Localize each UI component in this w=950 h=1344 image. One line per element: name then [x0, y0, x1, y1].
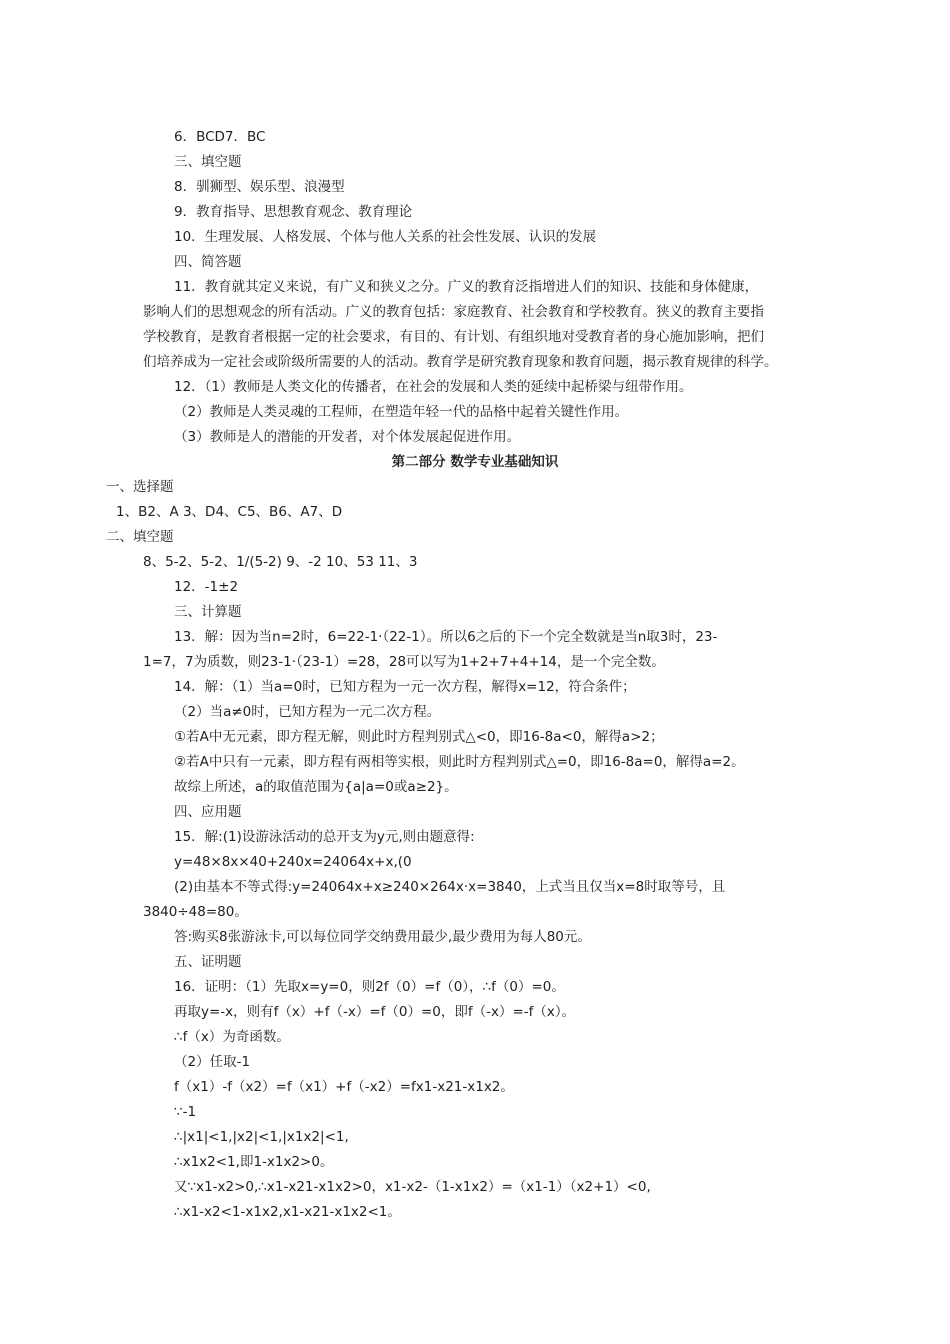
section-heading-fill-blank-2: 二、填空题 — [106, 529, 174, 545]
answer-13-line-2: 1=7，7为质数，则23-1·（23-1）=28，28可以写为1+2+7+4+14，是一个完全数。 — [143, 654, 665, 670]
section-heading-short-answer: 四、简答题 — [174, 254, 242, 270]
answer-16-line-3: ∴f（x）为奇函数。 — [174, 1029, 290, 1045]
answer-14-line-4: ②若A中只有一元素，即方程有两相等实根，则此时方程判别式△=0，即16-8a=0，解得a=2。 — [174, 754, 745, 770]
answer-11-line-3: 学校教育，是教育者根据一定的社会要求，有目的、有计划、有组织地对受教育者的身心施加影响，把们 — [143, 329, 764, 345]
answer-6-7: 6．BCD7．BC — [174, 129, 266, 145]
answer-15-line-1: 15．解:(1)设游泳活动的总开支为y元,则由题意得: — [174, 829, 475, 845]
answer-12-part-1: 12．（1）教师是人类文化的传播者，在社会的发展和人类的延续中起桥梁与纽带作用。 — [174, 379, 693, 395]
answer-16-line-5: f（x1）-f（x2）=f（x1）+f（-x2）=fx1-x21-x1x2。 — [174, 1079, 514, 1095]
answer-16-line-2: 再取y=-x，则有f（x）+f（-x）=f（0）=0，即f（-x）=-f（x）。 — [174, 1004, 576, 1020]
answer-11-line-4: 们培养成为一定社会或阶级所需要的人的活动。教育学是研究教育现象和教育问题，揭示教育规律的科学。 — [143, 354, 778, 370]
answer-16-line-10: ∴x1-x2<1-x1x2,x1-x21-x1x2<1。 — [174, 1204, 401, 1220]
answer-14-line-3: ①若A中无元素，即方程无解，则此时方程判别式△<0，即16-8a<0，解得a>2； — [174, 729, 664, 745]
part-two-title: 第二部分 数学专业基础知识 — [391, 454, 559, 470]
answer-11-line-1: 11．教育就其定义来说，有广义和狭义之分。广义的教育泛指增进人们的知识、技能和身体健康， — [174, 279, 759, 295]
answers-8-11: 8、5-2、5-2、1/(5-2) 9、-2 10、53 11、3 — [143, 554, 418, 570]
answer-16-line-7: ∴|x1|<1,|x2|<1,|x1x2|<1, — [174, 1129, 349, 1145]
answer-9: 9．教育指导、思想教育观念、教育理论 — [174, 204, 413, 220]
answer-12-math: 12．-1±2 — [174, 579, 239, 595]
answer-15-line-2: y=48×8x×40+240x=24064x+x,(0 — [174, 854, 412, 870]
answers-1-7: 1、B2、A 3、D4、C5、B6、A7、D — [116, 504, 343, 520]
answer-14-line-1: 14．解：（1）当a=0时，已知方程为一元一次方程，解得x=12，符合条件； — [174, 679, 636, 695]
answer-15-line-4: 3840÷48=80。 — [143, 904, 248, 920]
answer-14-conclusion: 故综上所述，a的取值范围为{a|a=0或a≥2}。 — [174, 779, 458, 795]
answer-8: 8．驯狮型、娱乐型、浪漫型 — [174, 179, 345, 195]
section-heading-fill-blank: 三、填空题 — [174, 154, 242, 170]
answer-16-line-4: （2）任取-1 — [174, 1054, 251, 1070]
answer-16-line-9: 又∵x1-x2>0,∴x1-x21-x1x2>0，x1-x2-（1-x1x2）=（x1-1）（x2+1）<0, — [174, 1179, 651, 1195]
answer-16-line-6: ∵-1 — [174, 1104, 197, 1120]
answer-16-line-8: ∴x1x2<1,即1-x1x2>0。 — [174, 1154, 334, 1170]
answer-15-line-3: (2)由基本不等式得:y=24064x+x≥240×264x·x=3840，上式当且仅当x=8时取等号，且 — [174, 879, 726, 895]
answer-12-part-2: （2）教师是人类灵魂的工程师，在塑造年轻一代的品格中起着关键性作用。 — [174, 404, 629, 420]
section-heading-multiple-choice: 一、选择题 — [106, 479, 174, 495]
answer-13-line-1: 13．解：因为当n=2时，6=22-1·（22-1）。所以6之后的下一个完全数就是当n取3时，23- — [174, 629, 718, 645]
section-heading-application: 四、应用题 — [174, 804, 242, 820]
answer-11-line-2: 影响人们的思想观念的所有活动。广义的教育包括：家庭教育、社会教育和学校教育。狭义的教育主要指 — [143, 304, 764, 320]
section-heading-calculation: 三、计算题 — [174, 604, 242, 620]
answer-12-part-3: （3）教师是人的潜能的开发者，对个体发展起促进作用。 — [174, 429, 521, 445]
answer-16-line-1: 16．证明：（1）先取x=y=0，则2f（0）=f（0），∴f（0）=0。 — [174, 979, 565, 995]
answer-10: 10．生理发展、人格发展、个体与他人关系的社会性发展、认识的发展 — [174, 229, 597, 245]
answer-15-conclusion: 答:购买8张游泳卡,可以每位同学交纳费用最少,最少费用为每人80元。 — [174, 929, 591, 945]
section-heading-proof: 五、证明题 — [174, 954, 242, 970]
answer-14-line-2: （2）当a≠0时，已知方程为一元二次方程。 — [174, 704, 441, 720]
